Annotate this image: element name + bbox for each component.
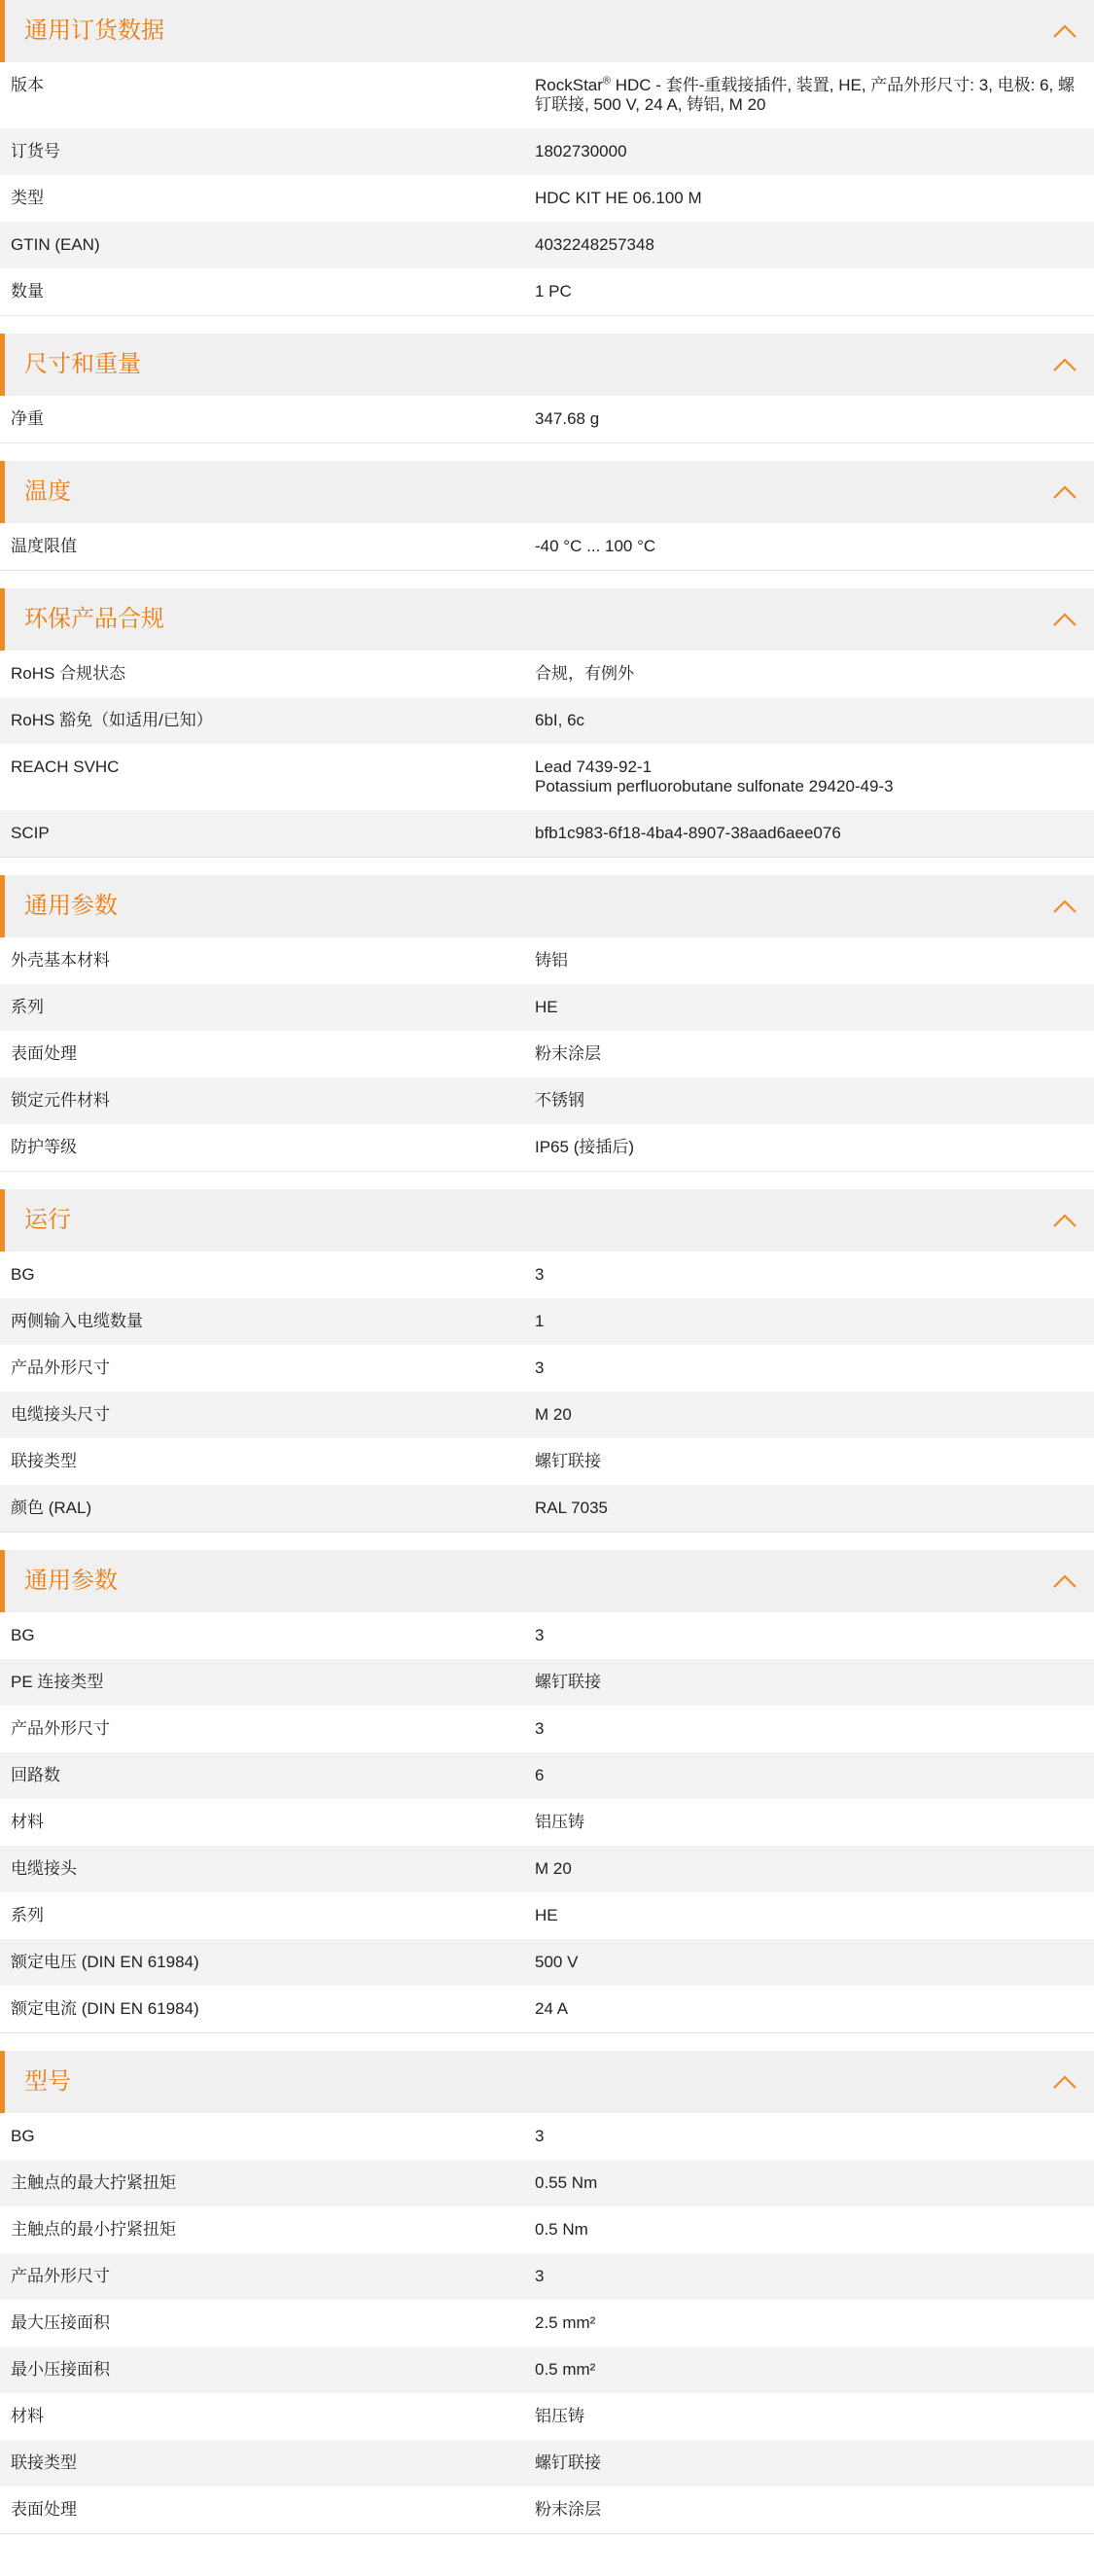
spec-label: 回路数: [11, 1766, 60, 1784]
spec-row: [0, 1031, 1094, 1077]
spec-value: 铸铝: [535, 951, 568, 970]
section-header-toggle[interactable]: [0, 334, 1094, 396]
spec-row: [0, 1706, 1094, 1752]
spec-row: [0, 2160, 1094, 2206]
spec-row: [0, 128, 1094, 175]
spec-row: [0, 744, 1094, 810]
spec-row: [0, 1986, 1094, 2032]
spec-section: [0, 461, 1094, 571]
spec-value: 3: [535, 1265, 545, 1284]
chevron-up-icon[interactable]: [1051, 478, 1078, 506]
spec-value: 0.5 Nm: [535, 2220, 588, 2239]
spec-row: [0, 222, 1094, 268]
spec-label: 颜色 (RAL): [11, 1499, 92, 1517]
section-header-toggle[interactable]: [0, 461, 1094, 523]
spec-row: [0, 1752, 1094, 1799]
spec-value: HE: [535, 1906, 558, 1924]
spec-section: [0, 875, 1094, 1172]
spec-row: [0, 62, 1094, 128]
chevron-up-icon[interactable]: [1051, 18, 1078, 45]
section-header-toggle[interactable]: [0, 1189, 1094, 1252]
spec-row: [0, 1252, 1094, 1298]
chevron-up-icon[interactable]: [1051, 893, 1078, 920]
spec-label: 联接类型: [11, 2453, 77, 2472]
section-title: 运行: [24, 1207, 71, 1233]
spec-label: SCIP: [11, 824, 50, 842]
spec-section: [0, 1550, 1094, 2033]
spec-value: 螺钉联接: [535, 1673, 601, 1691]
spec-value: 6bI, 6c: [535, 711, 585, 729]
spec-row: [0, 2206, 1094, 2253]
spec-value: 3: [535, 2127, 545, 2145]
spec-value: 粉末涂层: [535, 1044, 601, 1063]
chevron-up-icon[interactable]: [1051, 1207, 1078, 1234]
section-title: 通用参数: [24, 1568, 118, 1594]
spec-value: 0.5 mm²: [535, 2360, 596, 2379]
spec-label: 净重: [11, 409, 44, 428]
spec-row: [0, 2393, 1094, 2440]
chevron-up-icon[interactable]: [1051, 351, 1078, 378]
spec-value: 不锈钢: [535, 1091, 584, 1110]
spec-row: [0, 523, 1094, 570]
spec-label: 产品外形尺寸: [11, 1359, 110, 1377]
section-spacer: [0, 2033, 1094, 2051]
spec-label: REACH SVHC: [11, 758, 120, 776]
spec-label: PE 连接类型: [11, 1673, 104, 1691]
spec-label: 主触点的最大拧紧扭矩: [11, 2173, 176, 2192]
spec-label: 额定电流 (DIN EN 61984): [11, 1999, 199, 2018]
spec-value: RAL 7035: [535, 1499, 608, 1517]
section-header-toggle[interactable]: [0, 0, 1094, 62]
spec-label: 联接类型: [11, 1452, 77, 1470]
section-spacer: [0, 316, 1094, 334]
spec-label: GTIN (EAN): [11, 235, 100, 254]
spec-label: 类型: [11, 189, 44, 207]
spec-label: 电缆接头: [11, 1859, 77, 1878]
spec-row: [0, 1298, 1094, 1345]
spec-section: [0, 588, 1094, 858]
spec-value: 铝压铸: [535, 2407, 584, 2425]
spec-label: RoHS 合规状态: [11, 664, 126, 683]
section-title: 型号: [24, 2068, 71, 2095]
spec-label: BG: [11, 2127, 35, 2145]
spec-row: [0, 396, 1094, 442]
section-header-toggle[interactable]: [0, 2051, 1094, 2113]
spec-label: 产品外形尺寸: [11, 2267, 110, 2285]
spec-value: 螺钉联接: [535, 1452, 601, 1470]
section-spacer: [0, 858, 1094, 875]
spec-value: -40 °C ... 100 °C: [535, 537, 656, 555]
spec-row: [0, 1345, 1094, 1392]
spec-label: 版本: [11, 76, 44, 94]
section-title: 通用订货数据: [24, 18, 164, 44]
section-header-toggle[interactable]: [0, 1550, 1094, 1612]
spec-label: 温度限值: [11, 537, 77, 555]
spec-label: 最大压接面积: [11, 2313, 110, 2332]
spec-row: [0, 1612, 1094, 1659]
spec-value: 4032248257348: [535, 235, 654, 254]
spec-row: [0, 1799, 1094, 1846]
section-spacer: [0, 443, 1094, 461]
spec-row: [0, 1485, 1094, 1532]
spec-label: 额定电压 (DIN EN 61984): [11, 1953, 199, 1971]
spec-value: 3: [535, 2267, 545, 2285]
spec-label: 系列: [11, 1906, 44, 1924]
spec-value: 1 PC: [535, 282, 572, 300]
chevron-up-icon[interactable]: [1051, 1568, 1078, 1595]
spec-row: [0, 810, 1094, 857]
spec-value: 2.5 mm²: [535, 2313, 596, 2332]
section-title: 环保产品合规: [24, 606, 164, 632]
spec-value: 螺钉联接: [535, 2453, 601, 2472]
spec-value: M 20: [535, 1405, 572, 1424]
spec-value: 500 V: [535, 1953, 579, 1971]
spec-row: [0, 268, 1094, 315]
spec-section: [0, 0, 1094, 316]
section-title: 尺寸和重量: [24, 351, 141, 377]
spec-row: [0, 1438, 1094, 1485]
spec-label: 系列: [11, 998, 44, 1016]
spec-label: 订货号: [11, 142, 60, 160]
spec-row: [0, 1659, 1094, 1706]
spec-label: 电缆接头尺寸: [11, 1405, 110, 1424]
spec-label: 表面处理: [11, 2500, 77, 2519]
section-header-toggle[interactable]: [0, 588, 1094, 651]
spec-row: [0, 1846, 1094, 1892]
spec-row: [0, 697, 1094, 744]
spec-row: [0, 175, 1094, 222]
spec-value: 3: [535, 1626, 545, 1644]
spec-label: BG: [11, 1626, 35, 1644]
spec-row: [0, 2113, 1094, 2160]
spec-row: [0, 2487, 1094, 2533]
spec-value: 粉末涂层: [535, 2500, 601, 2519]
spec-label: 表面处理: [11, 1044, 77, 1063]
spec-label: 两侧输入电缆数量: [11, 1312, 143, 1330]
spec-label: 材料: [11, 1813, 44, 1831]
spec-row: [0, 1392, 1094, 1438]
spec-label: 最小压接面积: [11, 2360, 110, 2379]
spec-value: 1802730000: [535, 142, 627, 160]
spec-value: M 20: [535, 1859, 572, 1878]
spec-value: 合规，有例外: [535, 664, 634, 683]
spec-row: [0, 984, 1094, 1031]
spec-label: BG: [11, 1265, 35, 1284]
spec-value: IP65 (接插后): [535, 1138, 635, 1156]
spec-label: 材料: [11, 2407, 44, 2425]
section-title: 通用参数: [24, 893, 118, 919]
spec-row: [0, 1077, 1094, 1124]
spec-value: 24 A: [535, 1999, 569, 2018]
spec-value: 1: [535, 1312, 545, 1330]
section-spacer: [0, 1172, 1094, 1189]
spec-value: Lead 7439-92-1 Potassium perfluorobutane sulfonate 29420-49-3: [535, 758, 894, 795]
spec-row: [0, 1939, 1094, 1986]
spec-label: 锁定元件材料: [11, 1091, 110, 1110]
spec-label: 产品外形尺寸: [11, 1719, 110, 1738]
chevron-up-icon[interactable]: [1051, 606, 1078, 633]
spec-row: [0, 651, 1094, 697]
spec-value: 铝压铸: [535, 1813, 584, 1831]
spec-label: RoHS 豁免（如适用/已知）: [11, 711, 213, 729]
spec-label: 主触点的最小拧紧扭矩: [11, 2220, 176, 2239]
chevron-up-icon[interactable]: [1051, 2068, 1078, 2096]
spec-section: [0, 2051, 1094, 2534]
spec-row: [0, 2253, 1094, 2300]
spec-section: [0, 1189, 1094, 1533]
section-title: 温度: [24, 478, 71, 505]
spec-section: [0, 334, 1094, 443]
section-header-toggle[interactable]: [0, 875, 1094, 937]
spec-row: [0, 2440, 1094, 2487]
spec-row: [0, 1124, 1094, 1171]
spec-value: RockStar® HDC - 套件-重载接插件, 装置, HE, 产品外形尺寸: 3, 电极: 6, 螺钉联接, 500 V, 24 A, 铸铝, M 20: [535, 75, 1076, 114]
spec-row: [0, 1892, 1094, 1939]
section-spacer: [0, 571, 1094, 588]
spec-value: 3: [535, 1359, 545, 1377]
spec-label: 外壳基本材料: [11, 951, 110, 970]
spec-label: 数量: [11, 282, 44, 300]
spec-value: bfb1c983-6f18-4ba4-8907-38aad6aee076: [535, 824, 841, 842]
spec-row: [0, 2347, 1094, 2393]
spec-label: 防护等级: [11, 1138, 77, 1156]
spec-value: 0.55 Nm: [535, 2173, 598, 2192]
spec-value: 3: [535, 1719, 545, 1738]
section-spacer: [0, 1533, 1094, 1550]
spec-row: [0, 937, 1094, 984]
spec-row: [0, 2300, 1094, 2347]
spec-value: 6: [535, 1766, 545, 1784]
spec-value: HE: [535, 998, 558, 1016]
spec-value: 347.68 g: [535, 409, 600, 428]
spec-value: HDC KIT HE 06.100 M: [535, 189, 702, 207]
